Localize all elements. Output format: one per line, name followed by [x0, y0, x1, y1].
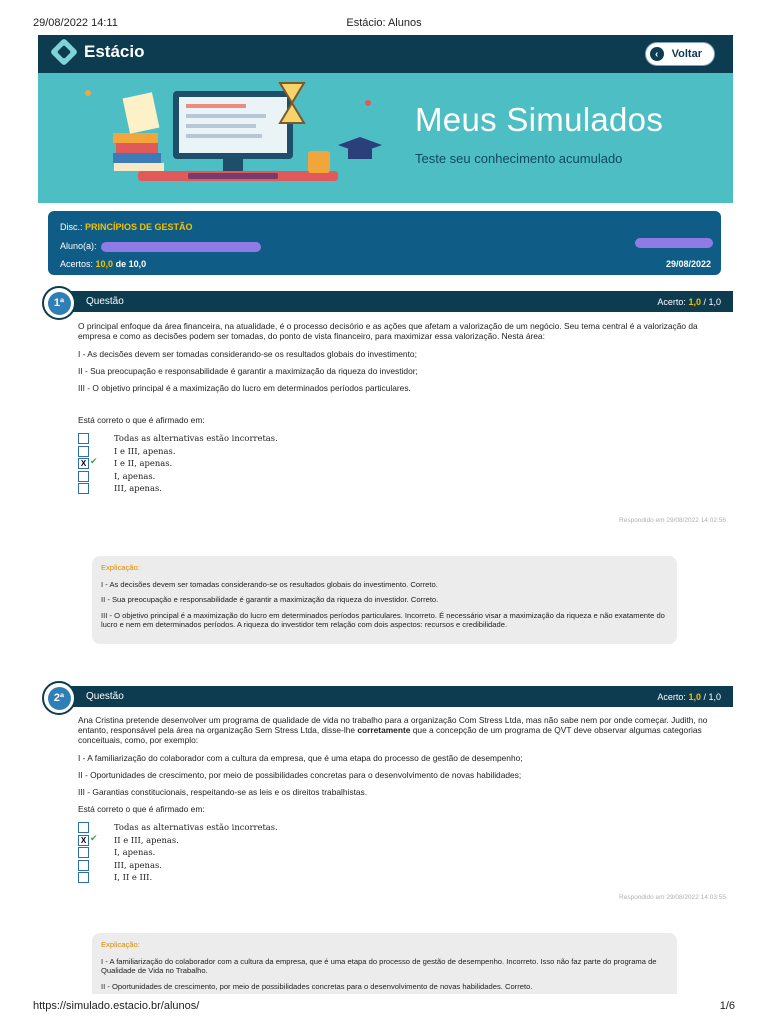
print-page-number: 1/6 [719, 1000, 735, 1012]
statement: I - A familiarização do colaborador com a cultura da empresa, que é uma etapa do processo de gestão de desempenho; [78, 753, 523, 763]
question-number-badge [42, 681, 76, 715]
explanation-line: I - A familiarização do colaborador com a cultura da empresa, que é uma etapa do processo de gestão de desempenho. Incorreto. Isso não faz parte do programa de Qualidade de Vida no Trabalho. [101, 956, 657, 975]
illustration-line [186, 104, 246, 108]
print-url: https://simulado.estacio.br/alunos/ [33, 1000, 200, 1012]
checkbox[interactable] [78, 860, 89, 871]
illustration-books [113, 133, 158, 143]
brand-logo[interactable] [54, 42, 144, 62]
question-header-2 [48, 686, 733, 707]
disc-value: PRINCÍPIOS DE GESTÃO [85, 222, 193, 232]
explanation-title: Explicação: [101, 940, 140, 949]
question-label: Questão [86, 691, 124, 702]
question-header-1 [48, 291, 733, 312]
question-body-2 [78, 715, 721, 884]
top-navbar [38, 35, 733, 73]
question-lead: O principal enfoque da área financeira, na atualidade, é o processo decisório e as ações que afetam a valorização de um negócio. Seu tema central é a valorização da empresa e como as decisões podem ser tomadas, do ponto de vista financeiro, para maximizar essa valorização. Nesta área: [78, 321, 698, 341]
explanation-box-1 [92, 556, 677, 644]
aluno-label: Aluno(a): [60, 241, 97, 251]
answer-option[interactable] [78, 482, 721, 495]
answer-option[interactable] [78, 859, 721, 872]
illustration-mug [308, 151, 330, 173]
score-value: 1,0 [688, 692, 701, 702]
score-label: Acerto: [657, 297, 686, 307]
score-total: / 1,0 [703, 692, 721, 702]
answer-option[interactable] [78, 821, 721, 834]
question-label: Questão [86, 296, 124, 307]
lead-bold: corretamente [357, 725, 411, 735]
hero-subtitle: Teste seu conhecimento acumulado [415, 151, 623, 166]
estacio-logo-icon [50, 38, 78, 66]
print-datetime: 29/08/2022 14:11 [33, 17, 118, 29]
checkbox[interactable] [78, 471, 89, 482]
explanation-title: Explicação: [101, 563, 140, 572]
statement: III - Garantias constitucionais, respeitando-se as leis e os direitos trabalhistas. [78, 787, 368, 797]
option-text: I, II e III. [114, 872, 153, 882]
illustration-dot [85, 90, 91, 96]
answer-option-selected[interactable] [78, 457, 721, 470]
acertos-label: Acertos: [60, 259, 94, 269]
answer-option[interactable] [78, 846, 721, 859]
print-footer [0, 994, 768, 1024]
question-number: 2ª [48, 687, 71, 710]
statement: II - Oportunidades de crescimento, por meio de possibilidades concretas para o desenvolvimento de novas habilidades; [78, 770, 522, 780]
print-header [0, 0, 768, 34]
chevron-left-icon: ‹ [650, 47, 664, 61]
question-lead [78, 715, 721, 745]
illustration-dot [365, 100, 371, 106]
hero-illustration [68, 73, 408, 203]
statement: II - Sua preocupação e responsabilidade é garantir a maximização da riqueza do investidor; [78, 366, 418, 376]
lead-text: Ana Cristina pretende desenvolver um programa de qualidade de vida no trabalho para a organização Com Stress Ltda, mas não sabe nem por onde começar. Judith, no entanto, responsável pela área na organização Sem Stress Ltda, disse-lhe [78, 715, 708, 735]
hero-title: Meus Simulados [415, 101, 664, 138]
checkbox[interactable] [78, 433, 89, 444]
brand-name: Estácio [84, 42, 145, 61]
answer-option[interactable] [78, 445, 721, 458]
answered-timestamp: Respondido em 29/08/2022 14:02:56 [619, 517, 726, 524]
question-number: 1ª [48, 292, 71, 315]
explanation-box-2 [92, 933, 677, 1003]
exam-info-panel [48, 211, 721, 275]
score-value: 1,0 [688, 297, 701, 307]
option-text: III, apenas. [114, 859, 162, 870]
option-text: I e III, apenas. [114, 445, 176, 456]
score-total: / 1,0 [703, 297, 721, 307]
illustration-books [114, 163, 164, 171]
correct-check-icon: ✔ [90, 833, 98, 844]
explanation-line: II - Oportunidades de crescimento, por meio de possibilidades concretas para o desenvolvimento de novas habilidades. Correto. [101, 981, 533, 991]
score-row [60, 259, 146, 269]
checkbox-checked[interactable]: X [78, 835, 89, 846]
option-text: Todas as alternativas estão incorretas. [114, 433, 278, 443]
checkbox[interactable] [78, 483, 89, 494]
hero-banner [38, 73, 733, 203]
statement: I - As decisões devem ser tomadas considerando-se os resultados globais do investimento; [78, 349, 417, 359]
answer-option[interactable] [78, 432, 721, 445]
redacted-id [635, 238, 713, 248]
option-text: Todas as alternativas estão incorretas. [114, 822, 278, 832]
question-ask: Está correto o que é afirmado em: [78, 804, 205, 814]
student-row [60, 241, 261, 252]
statement: III - O objetivo principal é a maximização do lucro em determinados períodos particulares. [78, 383, 411, 393]
explanation-line: II - Sua preocupação e responsabilidade é garantir a maximização da riqueza do investidor. Correto. [101, 595, 439, 604]
score-label: Acerto: [657, 692, 686, 702]
back-button[interactable] [645, 42, 715, 66]
answer-options [78, 432, 721, 495]
question-score [657, 297, 721, 307]
option-text: I, apenas. [114, 470, 156, 481]
illustration-cap-base [348, 149, 372, 159]
option-text: II e III, apenas. [114, 834, 179, 845]
option-text: III, apenas. [114, 483, 162, 493]
checkbox-checked[interactable]: X [78, 458, 89, 469]
illustration-line [186, 134, 262, 138]
illustration-paper [123, 92, 160, 133]
question-body-1 [78, 321, 721, 495]
checkbox[interactable] [78, 446, 89, 457]
question-score [657, 692, 721, 702]
question-ask: Está correto o que é afirmado em: [78, 415, 205, 425]
illustration-books [116, 143, 158, 153]
discipline-row [60, 222, 193, 232]
answered-timestamp: Respondido em 29/08/2022 14:03:55 [619, 894, 726, 901]
print-page-title: Estácio: Alunos [346, 17, 422, 29]
illustration-line [186, 114, 266, 118]
answer-options [78, 821, 721, 884]
disc-label: Disc.: [60, 222, 83, 232]
acertos-of: de 10,0 [115, 259, 147, 269]
illustration-stand [223, 159, 243, 171]
back-label: Voltar [671, 48, 702, 60]
explanation-line: I - As decisões devem ser tomadas considerando-se os resultados globais do investimento. Correto. [101, 579, 438, 589]
answer-option-selected[interactable] [78, 834, 721, 847]
correct-check-icon: ✔ [90, 457, 98, 467]
answer-option[interactable] [78, 470, 721, 483]
option-text: I e II, apenas. [114, 458, 173, 468]
illustration-keyboard [188, 173, 278, 179]
acertos-value: 10,0 [95, 259, 114, 269]
illustration-line [186, 124, 256, 128]
option-text: I, apenas. [114, 847, 156, 857]
explanation-line: III - O objetivo principal é a maximização do lucro em determinados períodos particulares. Incorreto. É necessário visar a maximização da riqueza e não exatamente do lucro e nem em determinados períodos. A riqueza do investidor tem relação com dois aspectos: recursos e credibilidade. [101, 610, 665, 629]
illustration-books [113, 153, 161, 163]
answer-option[interactable] [78, 871, 721, 884]
lead-text: que a concepção de um programa de QVT deve observar algumas categorias conceituais, como, por exemplo: [78, 725, 702, 745]
checkbox[interactable] [78, 822, 89, 833]
exam-date: 29/08/2022 [665, 259, 711, 269]
redacted-name [101, 242, 261, 252]
checkbox[interactable] [78, 847, 89, 858]
question-number-badge [42, 286, 76, 320]
checkbox[interactable] [78, 872, 89, 883]
